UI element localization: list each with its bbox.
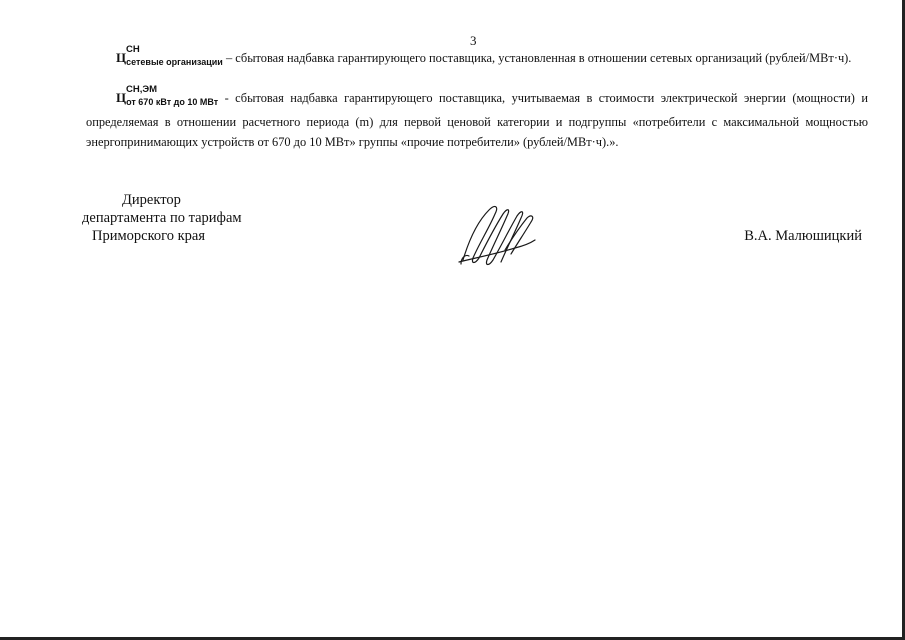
formula-subscript: от 670 кВт до 10 МВт bbox=[126, 97, 219, 107]
signatory-title bbox=[82, 191, 242, 245]
formula-superscript: СН bbox=[126, 44, 140, 55]
signatory-title-line: Директор bbox=[122, 192, 181, 208]
paragraph-retail-markup-670kw-10mw bbox=[86, 84, 868, 152]
signatory-title-line: Приморского края bbox=[92, 228, 206, 244]
page-number: 3 bbox=[470, 33, 477, 48]
formula-symbol: Ц СН,ЭМ $_{от 670 кВт до 10 МВт}$ bbox=[116, 88, 218, 112]
paragraph-retail-markup-grid-orgs bbox=[86, 44, 868, 72]
handwritten-signature bbox=[455, 200, 540, 270]
formula-superscript: СН,ЭМ bbox=[126, 84, 158, 95]
signatory-name: В.А. Малюшицкий bbox=[744, 228, 862, 244]
signatory-title-line: департамента по тарифам bbox=[82, 210, 242, 226]
paragraph-text: – сбытовая надбавка гарантирующего поставщика, установленная в отношении сетевых организаций (рублей/МВт·ч). bbox=[222, 51, 852, 65]
paragraph-text: - сбытовая надбавка гарантирующего поставщика, учитываемая в стоимости электрической энергии (мощности) и определяемая в отношении расчетного периода (m) для первой ценовой категории и подгруппы «потребители с максимальной мощностью энергопринимающих устройств от 670 до 10 МВт» группы «прочие потребители» (рублей/МВт·ч).». bbox=[86, 91, 868, 149]
formula-subscript: сетевые организации bbox=[126, 57, 223, 67]
formula-symbol: Ц СН $_{сетевые организации}$ bbox=[116, 48, 223, 72]
